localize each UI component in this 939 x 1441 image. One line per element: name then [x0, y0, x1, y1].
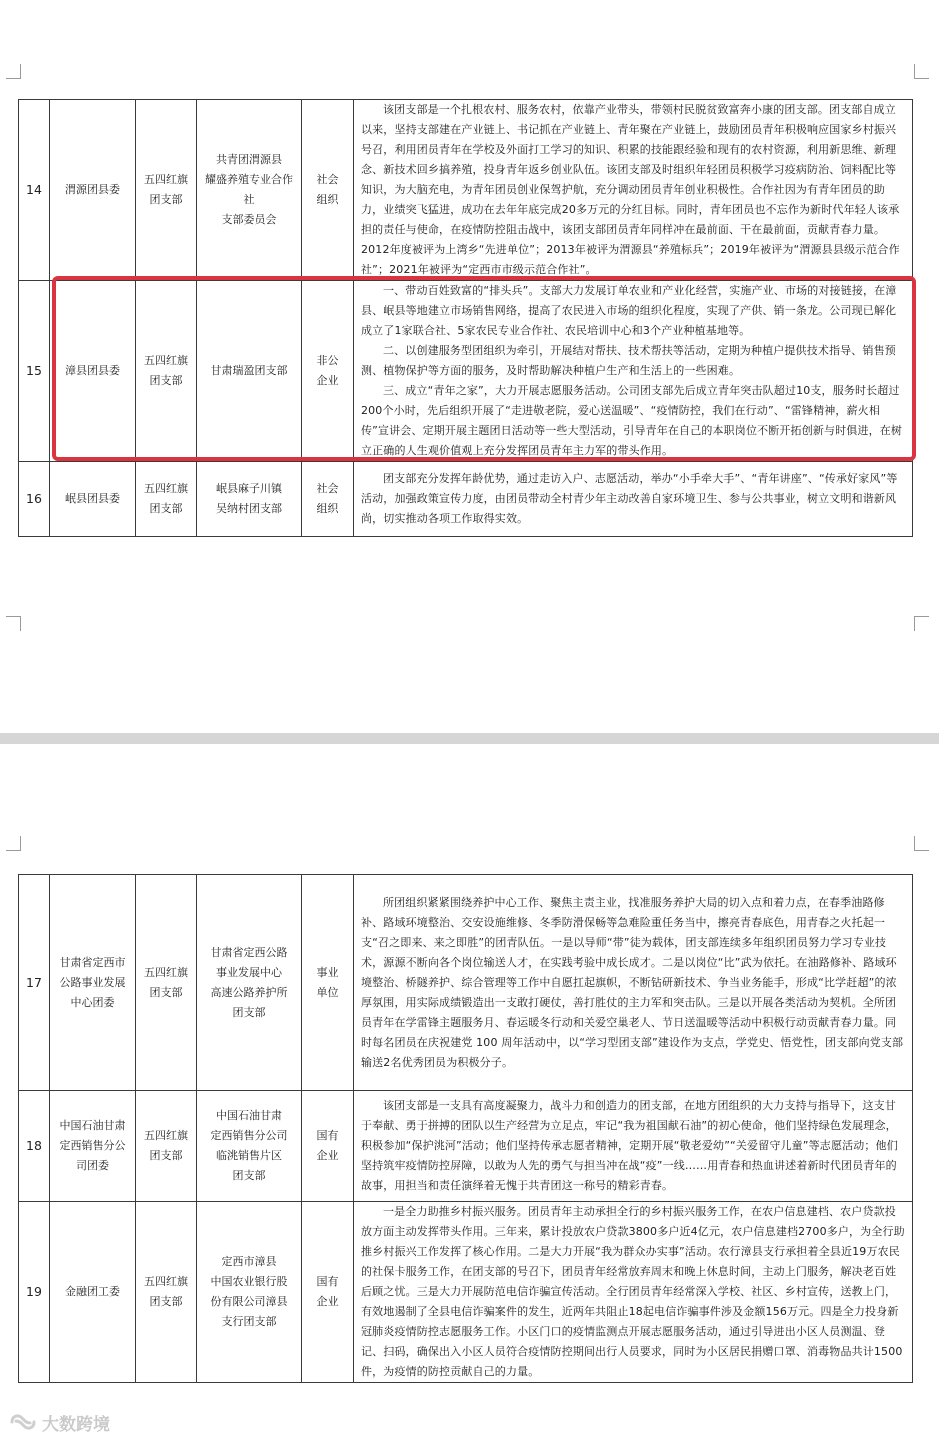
table-row [19, 462, 913, 537]
highlight-box [52, 276, 916, 461]
crop-mark [6, 836, 21, 851]
award-name: 五四红旗 团支部 [136, 1091, 197, 1202]
recommending-unit: 甘肃省定西市 公路事业发展 中心团委 [50, 875, 136, 1091]
organization-type: 国有 企业 [302, 1202, 354, 1383]
crop-mark [914, 64, 929, 79]
table-row [19, 1202, 913, 1383]
table-row [19, 100, 913, 281]
table-row [19, 875, 913, 1091]
organization-name: 甘肃省定西公路 事业发展中心 高速公路养护所 团支部 [197, 875, 302, 1091]
row-number: 14 [19, 100, 50, 281]
row-number: 18 [19, 1091, 50, 1202]
deeds-paragraph: 三、成立“青年之家”，大力开展志愿服务活动。公司团支部先后成立青年突击队超过10支，服务时长超过200个小时，先后组织开展了“走进敬老院，爱心送温暖”、“疫情防控，我们在行动”、“雷锋精神，薪火相传”宣讲会、定期开展主题团日活动等一些大型活动，引导青年在自己的本职岗位不断开拓创新与时俱进，在树立正确的人生观价值观上充分发挥团员青年主力军的带头作用。 [361, 384, 903, 457]
organization-type: 国有 企业 [302, 1091, 354, 1202]
recommending-unit: 岷县团县委 [50, 462, 136, 537]
table-row [19, 1091, 913, 1202]
page-separator [0, 733, 939, 744]
watermark [8, 1408, 110, 1436]
organization-name: 岷县麻子川镇 吴纳村团支部 [197, 462, 302, 537]
deeds-paragraph: 该团支部是一个扎根农村、服务农村，依靠产业带头，带领村民脱贫致富奔小康的团支部。团支部自成立以来，坚持支部建在产业链上、书记抓在产业链上、青年聚在产业链上，鼓励团员青年积极响应国家乡村振兴号召，利用团员青年在学校及外面打工学习的知识、积累的技能跟经验和现有的农村资源，利用新思维、新理念、新技术回乡搞养殖，投身青年返乡创业队伍。该团支部及时组织年轻团员积极学习疫病防治、饲料配比等知识，为大脑充电，为青年团员创业保驾护航，充分调动团员青年创业积极性。合作社因为有青年团员的助力，业绩突飞猛进，成功在去年年底完成20多万元的分红目标。同时，青年团员也不忘作为新时代年轻人该承担的责任与使命，在疫情防控阻击战中，该团支部团员青年同样冲在最前面、干在最前面，贡献青春力量。2012年度被评为上湾乡“先进单位”；2013年被评为渭源县“养殖标兵”；2019年被评为“渭源县县级示范合作社”；2021年被评为“定西市市级示范合作社”。 [361, 103, 900, 276]
organization-type: 事业 单位 [302, 875, 354, 1091]
crop-mark [6, 616, 21, 631]
deeds-paragraph: 该团支部是一支具有高度凝聚力，战斗力和创造力的团支部，在地方团组织的大力支持与指导下，这支甘于奉献、勇于拼搏的团队以生产经营为立足点，牢记“我为祖国献石油”的初心使命，他们坚持绿色发展理念，积极参加“保护洮河”活动；他们坚持传承志愿者精神，定期开展“敬老爱幼”“关爱留守儿童”等志愿活动；他们坚持筑牢疫情防控屏障，以敢为人先的勇气与担当冲在战“疫”一线……用青春和热血讲述着新时代团员青年的故事，用担当和责任演绎着无愧于共青团这一称号的精彩青春。 [361, 1099, 898, 1192]
row-number: 19 [19, 1202, 50, 1383]
row-number: 17 [19, 875, 50, 1091]
crop-mark [914, 836, 929, 851]
organization-name: 共青团渭源县 耀盛养殖专业合作 社 支部委员会 [197, 100, 302, 281]
row-number: 15 [19, 281, 50, 462]
award-name: 五四红旗 团支部 [136, 100, 197, 281]
honor-table-page2 [18, 874, 913, 1383]
deeds-paragraph: 一是全力助推乡村振兴服务。团员青年主动承担全行的乡村振兴服务工作，在农户信息建档、农户贷款投放方面主动发挥带头作用。三年来，累计投放农户贷款3800多户近4亿元，农户信息建档2700多户，为全行助推乡村振兴工作发挥了核心作用。二是大力开展“我为群众办实事”活动。农行漳县支行承担着全县近19万农民的社保卡服务工作，在团支部的号召下，团员青年经常放弃周末和晚上休息时间，主动上门服务，解决老百姓后顾之忧。三是大力开展防范电信诈骗宣传活动。全行团员青年经常深入学校、社区、乡村宣传，送教上门，有效地遏制了全县电信诈骗案件的发生，近两年共阻止18起电信诈骗事件涉及金额156万元。四是全力投身新冠肺炎疫情防控志愿服务工作。小区门口的疫情监测点开展志愿服务活动，通过引导进出小区人员测温、登记、扫码，确保出入小区人员符合疫情防控期间出行人员要求，同时为小区居民捐赠口罩、消毒物品共计1500件，为疫情的防控贡献自己的力量。 [361, 1205, 905, 1378]
organization-type: 社会 组织 [302, 462, 354, 537]
organization-type: 非公 企业 [302, 281, 354, 462]
deeds-paragraph: 团支部充分发挥年龄优势，通过走访入户、志愿活动，举办“小手牵大手”、“青年讲座”、“传承好家风”等活动，加强政策宣传力度，由团员带动全村青少年主动改善自家环境卫生、参与公共事业，树立文明和谐新风尚，切实推动各项工作取得实效。 [361, 472, 898, 525]
recommending-unit: 漳县团县委 [50, 281, 136, 462]
deeds-description [354, 1202, 913, 1383]
deeds-description [354, 1091, 913, 1202]
award-name: 五四红旗 团支部 [136, 875, 197, 1091]
deeds-description [354, 462, 913, 537]
deeds-description [354, 100, 913, 281]
row-number: 16 [19, 462, 50, 537]
organization-name: 甘肃瑞盈团支部 [197, 281, 302, 462]
deeds-paragraph: 二、以创建服务型团组织为牵引，开展结对帮扶、技术帮扶等活动，定期为种植户提供技术指导、销售预测、植物保护等方面的服务，及时帮助解决种植户生产和生活上的一些困难。 [361, 344, 896, 377]
deeds-description [354, 875, 913, 1091]
recommending-unit: 中国石油甘肃 定西销售分公 司团委 [50, 1091, 136, 1202]
organization-type: 社会 组织 [302, 100, 354, 281]
watermark-logo-icon [8, 1411, 38, 1433]
recommending-unit: 渭源团县委 [50, 100, 136, 281]
organization-name: 中国石油甘肃 定西销售分公司 临洮销售片区 团支部 [197, 1091, 302, 1202]
recommending-unit: 金融团工委 [50, 1202, 136, 1383]
organization-name: 定西市漳县 中国农业银行股 份有限公司漳县 支行团支部 [197, 1202, 302, 1383]
watermark-text: 大数跨境 [42, 1414, 110, 1435]
crop-mark [914, 616, 929, 631]
crop-mark [6, 64, 21, 79]
deeds-paragraph: 所团组织紧紧围绕养护中心工作、聚焦主责主业，找准服务养护大局的切入点和着力点，在春季油路修补、路域环境整治、交安设施维修、冬季防滑保畅等急难险重任务当中，擦亮青春底色，用青春之火托起一支“召之即来、来之即胜”的团青队伍。一是以导师“带”徒为载体，团支部连续多年组织团员努力学习专业技术，源源不断向各个岗位输送人才，在实践考验中成长成才。二是以岗位“比”武为依托。在油路修补、路域环境整治、桥隧养护、综合管理等工作中自愿扛起旗帜，不断钻研新技术、争当业务能手，形成“比学赶超”的浓厚氛围，用实际成绩锻造出一支敢打硬仗，善打胜仗的主力军和突击队。三是以开展各类活动为契机。全所团员青年在学雷锋主题服务月、春运暖冬行动和关爱空巢老人、节日送温暖等活动中积极行动贡献青春力量。同时每名团员在庆祝建党 100 周年活动中，以“学习型团支部”建设作为支点，学党史、悟党性，团支部向党支部输送2名优秀团员为积极分子。 [361, 895, 904, 1069]
award-name: 五四红旗 团支部 [136, 281, 197, 462]
award-name: 五四红旗 团支部 [136, 1202, 197, 1383]
deeds-paragraph: 一、带动百姓致富的“排头兵”。支部大力发展订单农业和产业化经营，实施产业、市场的对接链接，在漳县、岷县等地建立市场销售网络，提高了农民进入市场的组织化程度，实现了产供、销一条龙。公司现已解化成立了1家联合社、5家农民专业合作社、农民培训中心和3个产业种植基地等。 [361, 284, 897, 337]
award-name: 五四红旗 团支部 [136, 462, 197, 537]
